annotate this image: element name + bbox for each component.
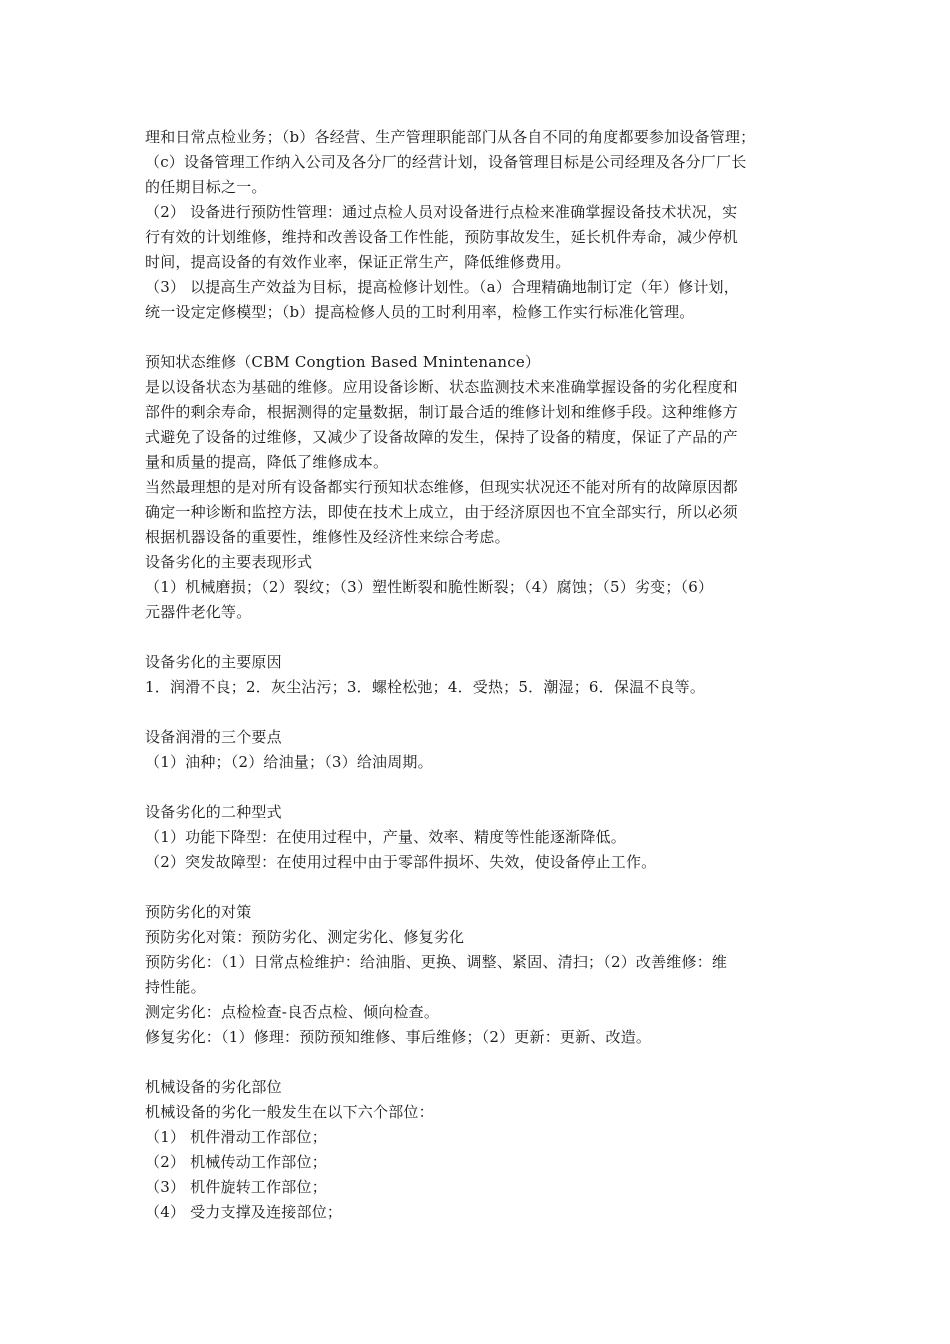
- text-line: 元器件老化等。: [145, 603, 252, 621]
- text-line: 是以设备状态为基础的维修。应用设备诊断、状态监测技术来准确掌握设备的劣化程度和: [145, 378, 738, 396]
- text-line: 持性能。: [145, 978, 206, 996]
- section-heading: 机械设备的劣化部位: [145, 1078, 282, 1096]
- text-line: 当然最理想的是对所有设备都实行预知状态维修，但现实状况还不能对所有的故障原因都: [145, 478, 738, 496]
- text-line: 测定劣化：点检检查-良否点检、倾向检查。: [145, 1003, 440, 1021]
- section-heading: 预知状态维修（CBM Congtion Based Mnintenance）: [145, 353, 541, 371]
- section-heading: 设备润滑的三个要点: [145, 728, 282, 746]
- blank-line: [145, 875, 815, 900]
- text-line: 统一设定定修模型；（b）提高检修人员的工时利用率，检修工作实行标准化管理。: [145, 303, 695, 321]
- blank-line: [145, 775, 815, 800]
- text-line: （2）突发故障型：在使用过程中由于零部件损坏、失效，使设备停止工作。: [145, 853, 657, 871]
- blank-line: [145, 1050, 815, 1075]
- list-item: （3） 机件旋转工作部位；: [145, 1178, 327, 1196]
- text-line: 根据机器设备的重要性，维修性及经济性来综合考虑。: [145, 528, 510, 546]
- text-line: （1）油种；（2）给油量；（3）给油周期。: [145, 753, 433, 771]
- text-line: 1．润滑不良；2．灰尘沾污；3．螺栓松弛；4．受热；5．潮湿；6．保温不良等。: [145, 678, 706, 696]
- text-line: 部件的剩余寿命，根据测得的定量数据，制订最合适的维修计划和维修手段。这种维修方: [145, 403, 738, 421]
- text-line: （3） 以提高生产效益为目标，提高检修计划性。（a）合理精确地制订定（年）修计划，: [145, 278, 739, 296]
- text-line: 的任期目标之一。: [145, 178, 267, 196]
- text-line: （1）功能下降型：在使用过程中，产量、效率、精度等性能逐渐降低。: [145, 828, 626, 846]
- text-line: 预防劣化对策：预防劣化、测定劣化、修复劣化: [145, 928, 465, 946]
- list-item: （4） 受力支撑及连接部位；: [145, 1203, 343, 1221]
- text-line: （2） 设备进行预防性管理：通过点检人员对设备进行点检来准确掌握设备技术状况，实: [145, 203, 738, 221]
- text-line: 机械设备的劣化一般发生在以下六个部位：: [145, 1103, 434, 1121]
- text-line: 量和质量的提高，降低了维修成本。: [145, 453, 389, 471]
- text-line: （c）设备管理工作纳入公司及各分厂的经营计划，设备管理目标是公司经理及各分厂厂长: [145, 153, 747, 171]
- section-heading: 设备劣化的二种型式: [145, 803, 282, 821]
- blank-line: [145, 700, 815, 725]
- text-line: 时间，提高设备的有效作业率，保证正常生产，降低维修费用。: [145, 253, 571, 271]
- text-line: 式避免了设备的过维修，又减少了设备故障的发生，保持了设备的精度，保证了产品的产: [145, 428, 738, 446]
- list-item: （2） 机械传动工作部位；: [145, 1153, 327, 1171]
- text-line: 理和日常点检业务；（b）各经营、生产管理职能部门从各自不同的角度都要参加设备管理；: [145, 128, 756, 146]
- section-heading: 设备劣化的主要表现形式: [145, 553, 313, 571]
- text-line: 修复劣化：（1）修理：预防预知维修、事后维修；（2）更新：更新、改造。: [145, 1028, 652, 1046]
- text-line: （1）机械磨损；（2）裂纹；（3）塑性断裂和脆性断裂；（4）腐蚀；（5）劣变；（6）: [145, 578, 714, 596]
- list-item: （1） 机件滑动工作部位；: [145, 1128, 327, 1146]
- section-heading: 设备劣化的主要原因: [145, 653, 282, 671]
- text-line: 预防劣化：（1）日常点检维护：给油脂、更换、调整、紧固、清扫；（2）改善维修：维: [145, 953, 728, 971]
- text-line: 行有效的计划维修，维持和改善设备工作性能，预防事故发生，延长机件寿命，减少停机: [145, 228, 738, 246]
- document-page: [145, 125, 815, 1225]
- blank-line: [145, 625, 815, 650]
- section-heading: 预防劣化的对策: [145, 903, 252, 921]
- text-line: 确定一种诊断和监控方法，即使在技术上成立，由于经济原因也不宜全部实行，所以必须: [145, 503, 738, 521]
- blank-line: [145, 325, 815, 350]
